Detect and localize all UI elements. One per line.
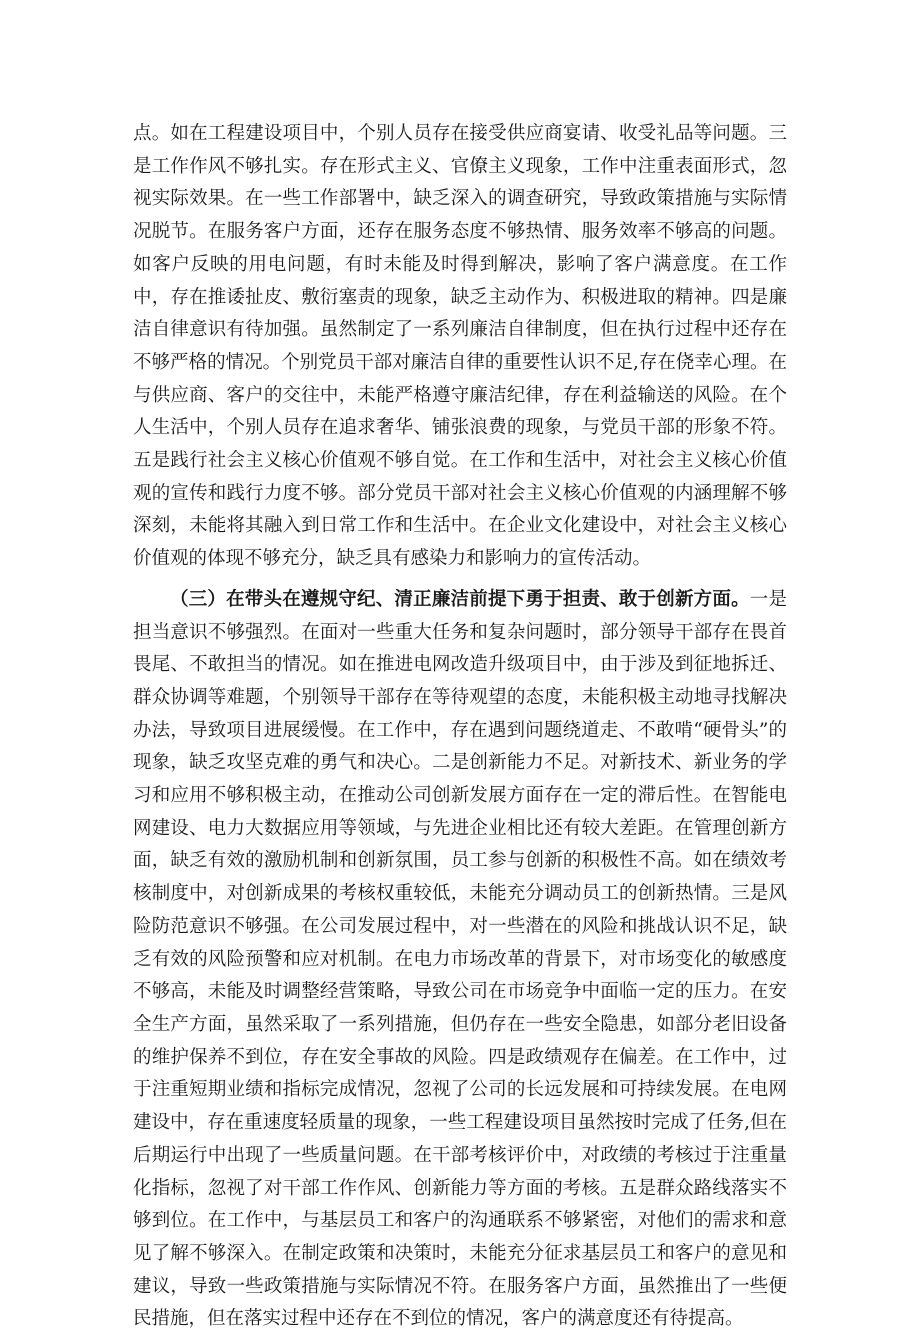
section-heading: （三）在带头在遵规守纪、清正廉洁前提下勇于担责、敢于创新方面。 <box>170 588 750 610</box>
paragraph-continuation: 点。如在工程建设项目中，个别人员存在接受供应商宴请、收受礼品等问题。三是工作作风不够扎实。存在形式主义、官僚主义现象，工作中注重表面形式，忽视实际效果。在一些工作部署中，缺乏深入的调查研究，导致政策措施与实际情况脱节。在服务客户方面，还存在服务态度不够热情、服务效率不够高的问题。如客户反映的用电问题，有时未能及时得到解决，影响了客户满意度。在工作中，存在推诿扯皮、敷衍塞责的现象，缺乏主动作为、积极进取的精神。四是廉洁自律意识有待加强。虽然制定了一系列廉洁自律制度，但在执行过程中还存在不够严格的情况。个别党员干部对廉洁自律的重要性认识不足,存在侥幸心理。在与供应商、客户的交往中，未能严格遵守廉洁纪律，存在利益输送的风险。在个人生活中，个别人员存在追求奢华、铺张浪费的现象，与党员干部的形象不符。五是践行社会主义核心价值观不够自觉。在工作和生活中，对社会主义核心价值观的宣传和践行力度不够。部分党员干部对社会主义核心价值观的内涵理解不够深刻，未能将其融入到日常工作和生活中。在企业文化建设中，对社会主义核心价值观的体现不够充分，缺乏具有感染力和影响力的宣传活动。 <box>133 123 787 570</box>
section-body: 一是担当意识不够强烈。在面对一些重大任务和复杂问题时，部分领导干部存在畏首畏尾、不敢担当的情况。如在推进电网改造升级项目中，由于涉及到征地拆迁、群众协调等难题，个别领导干部存在等待观望的态度，未能积极主动地寻找解决办法，导致项目进展缓慢。在工作中，存在遇到问题绕道走、不敢啃“硬骨头”的现象，缺乏攻坚克难的勇气和决心。二是创新能力不足。对新技术、新业务的学习和应用不够积极主动，在推动公司创新发展方面存在一定的滞后性。在智能电网建设、电力大数据应用等领域，与先进企业相比还有较大差距。在管理创新方面，缺乏有效的激励机制和创新氛围，员工参与创新的积极性不高。如在绩效考核制度中，对创新成果的考核权重较低，未能充分调动员工的创新热情。三是风险防范意识不够强。在公司发展过程中，对一些潜在的风险和挑战认识不足，缺乏有效的风险预警和应对机制。在电力市场改革的背景下，对市场变化的敏感度不够高，未能及时调整经营策略，导致公司在市场竞争中面临一定的压力。在安全生产方面，虽然采取了一系列措施，但仍存在一些安全隐患，如部分老旧设备的维护保养不到位，存在安全事故的风险。四是政绩观存在偏差。在工作中，过于注重短期业绩和指标完成情况，忽视了公司的长远发展和可持续发展。在电网建设中，存在重速度轻质量的现象，一些工程建设项目虽然按时完成了任务,但在后期运行中出现了一些质量问题。在干部考核评价中，对政绩的考核过于注重量化指标，忽视了对干部工作作风、创新能力等方面的考核。五是群众路线落实不够到位。在工作中，与基层员工和客户的沟通联系不够紧密，对他们的需求和意见了解不够深入。在制定政策和决策时，未能充分征求基层员工和客户的意见和建议，导致一些政策措施与实际情况不符。在服务客户方面，虽然推出了一些便民措施，但在落实过程中还存在不到位的情况，客户的满意度还有待提高。 <box>133 588 787 1330</box>
document-page <box>133 118 787 1344</box>
paragraph-section-three <box>133 584 787 1336</box>
